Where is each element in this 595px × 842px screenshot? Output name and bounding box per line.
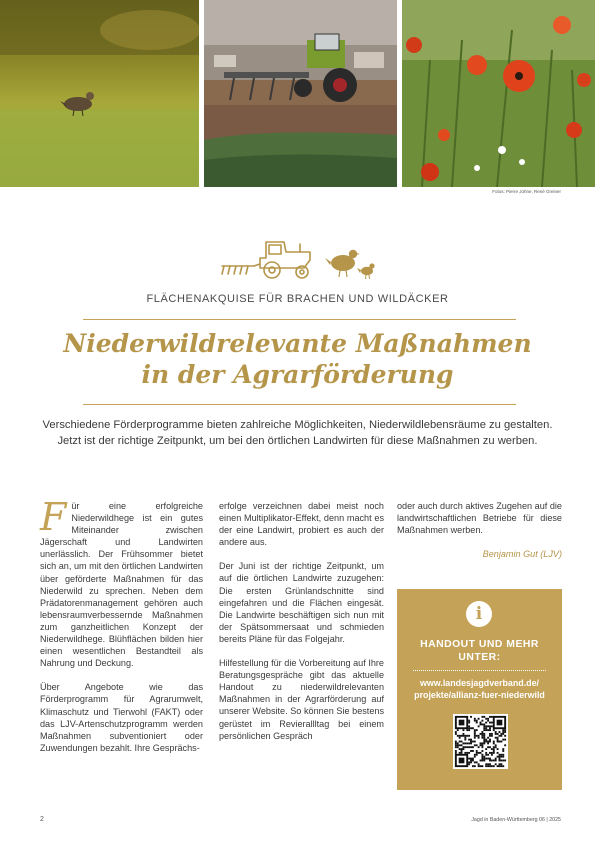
photo-partridge-meadow (0, 0, 199, 187)
drop-cap: F (40, 495, 67, 539)
infobox-divider (413, 670, 546, 671)
paragraph: Hilfestellung für die Vorbereitung auf Ihre Beratungsgespräche gibt das aktuelle Handout zu niederwildrelevanten Maßnahmen in der Agrarförderung auf unserer Website. So können Sie bestens gerüstet im Revierallltag bei einem persönlichen Gespräch (219, 658, 384, 741)
article-author: Benjamin Gut (LJV) (482, 549, 562, 560)
page-number: 2 (40, 816, 44, 823)
tractor-with-partridges-icon (220, 234, 385, 282)
handout-infobox (397, 589, 562, 790)
title-line-2: in der Agrarförderung (141, 360, 454, 389)
title-line-1: Niederwildrelevante Maßnahmen (63, 329, 532, 358)
article-column-1 (40, 495, 203, 766)
qr-code-icon[interactable] (453, 714, 508, 769)
article-lead: Verschiedene Förderprogramme bieten zahlreiche Möglichkeiten, Niederwildlebensräume zu gestalten. Jetzt ist der richtige Zeitpunkt, um bei den örtlichen Landwirten für diese Maßnahmen zu werben. (42, 419, 553, 447)
paragraph-text: ür eine erfolgreiche Niederwildhege ist ein gutes Miteinander zwischen Jägerschaft und Landwirten unerlässlich. Der Frühsommer bietet sich an, um mit den örtlichen Landwirten über geförderte Maßnahmen für das Niederwild zu sprechen. Neben dem Prädatorenmanagement gehören auch lebensraumverbessernde Maßnahmen zum ganzheitlichen Konzept der Niederwildhege. Blühflächen bilden hier einen wesentlichen Bestandteil als Nahrung und Deckung. (40, 501, 203, 669)
article-title (0, 328, 595, 390)
paragraph: Der Juni ist der richtige Zeitpunkt, um auf die örtlichen Landwirte zuzugehen: Die ersten Grünlandschnitte sind eingefahren und die Flächen eingesät. Die Landwirte beschäftigen sich nun mit der Spätsommersaat und schmieden bereits Pläne für das Folgejahr. (219, 561, 384, 644)
infobox-link-line-2: projekte/allianz-fuer-niederwild (414, 690, 545, 700)
infobox-link-line-1: www.landesjagdverband.de/ (419, 678, 540, 688)
divider-bottom (83, 404, 516, 405)
paragraph: Über Angebote wie das Förderprogramm für Agrarumwelt, Klimaschutz und Tierwohl (FAKT) oder das LJV-Artenschutzprogramm werden Maßnahmen subventioniert oder Zuwendungen bezahlt. Ihre Gesprächs- (40, 682, 203, 753)
photo-tractor-field (204, 0, 397, 187)
article-column-2 (219, 500, 384, 754)
info-icon: i (466, 601, 492, 627)
article-column-3 (397, 500, 562, 572)
divider-top (83, 319, 516, 320)
paragraph: erfolge verzeichnen dabei meist noch einen Multiplikator-Effekt, denn macht es der eine Landwirt, probiert es auch der andere aus. (219, 501, 384, 548)
photo-poppy-flowers (402, 0, 595, 187)
infobox-heading: HANDOUT UND MEHR UNTER: (420, 639, 539, 663)
paragraph (40, 495, 203, 669)
magazine-footer: Jagd in Baden-Württemberg 06 | 2025 (471, 817, 561, 823)
article-kicker: FLÄCHENAKQUISE FÜR BRACHEN UND WILDÄCKER (146, 293, 449, 305)
paragraph: oder auch durch aktives Zugehen auf die landwirtschaftlichen Betriebe für diese Maßnahmen werben. (397, 501, 562, 536)
photo-credit: Fotos: Pierre Johne, René Greiner (492, 189, 561, 194)
infobox-link[interactable] (403, 677, 556, 701)
